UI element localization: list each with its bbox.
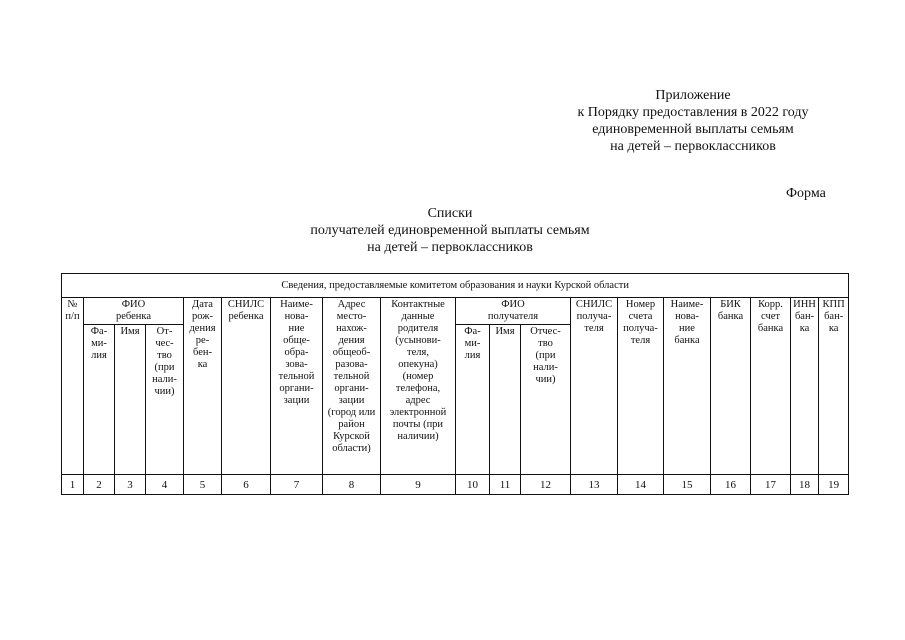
appendix-line: Приложение	[655, 88, 731, 103]
header-recipient-patronymic: Отчес- тво (при нали- чии)	[521, 325, 571, 475]
title-line: Списки	[427, 206, 473, 221]
header-org-name: Наиме- нова- ние обще- обра- зова- тельной органи- зации	[271, 298, 323, 475]
header-child-patronymic: От- чес- тво (при нали- чии)	[146, 325, 184, 475]
column-number: 16	[711, 475, 751, 495]
column-number: 5	[184, 475, 222, 495]
column-number: 3	[115, 475, 146, 495]
table-banner: Сведения, предоставляемые комитетом образования и науки Курской области	[62, 274, 849, 298]
column-number: 14	[618, 475, 664, 495]
column-number: 2	[84, 475, 115, 495]
column-number: 18	[791, 475, 819, 495]
header-birth-date: Дата рож- дения ре- бен- ка	[184, 298, 222, 475]
column-number: 13	[571, 475, 618, 495]
appendix-line: на детей – первоклассников	[610, 139, 776, 154]
column-number-row	[62, 475, 849, 495]
header-child-fio: ФИО ребенка	[84, 298, 184, 325]
header-child-surname: Фа- ми- лия	[84, 325, 115, 475]
column-number: 12	[521, 475, 571, 495]
header-bik: БИК банка	[711, 298, 751, 475]
column-number: 15	[664, 475, 711, 495]
title-line: на детей – первоклассников	[367, 240, 533, 255]
header-bank-kpp: КПП бан- ка	[819, 298, 849, 475]
header-child-name: Имя	[115, 325, 146, 475]
appendix-line: к Порядку предоставления в 2022 году	[577, 105, 809, 120]
column-number: 10	[456, 475, 490, 495]
header-account-number: Номер счета получа- теля	[618, 298, 664, 475]
header-num: № п/п	[62, 298, 84, 475]
column-number: 4	[146, 475, 184, 495]
header-recipient-snils: СНИЛС получа- теля	[571, 298, 618, 475]
recipients-table	[61, 273, 849, 495]
appendix-note	[548, 87, 838, 155]
column-number: 7	[271, 475, 323, 495]
appendix-line: единовременной выплаты семьям	[592, 122, 794, 137]
header-corr-account: Корр. счет банка	[751, 298, 791, 475]
header-bank-inn: ИНН бан- ка	[791, 298, 819, 475]
form-label: Форма	[786, 186, 826, 201]
title-line: получателей единовременной выплаты семьям	[310, 223, 590, 238]
header-child-snils: СНИЛС ребенка	[222, 298, 271, 475]
column-number: 11	[490, 475, 521, 495]
column-number: 6	[222, 475, 271, 495]
column-number: 17	[751, 475, 791, 495]
header-recipient-name: Имя	[490, 325, 521, 475]
column-number: 9	[381, 475, 456, 495]
header-contacts: Контактные данные родителя (усынови- теля, опекуна) (номер телефона, адрес электронной почты (при наличии)	[381, 298, 456, 475]
column-number: 19	[819, 475, 849, 495]
header-bank-name: Наиме- нова- ние банка	[664, 298, 711, 475]
document-title	[250, 205, 650, 256]
column-number: 1	[62, 475, 84, 495]
column-number: 8	[323, 475, 381, 495]
header-recipient-surname: Фа- ми- лия	[456, 325, 490, 475]
header-org-address: Адрес место- нахож- дения общеоб- разова- тельной органи- зации (город или район Курской области)	[323, 298, 381, 475]
header-recipient-fio: ФИО получателя	[456, 298, 571, 325]
